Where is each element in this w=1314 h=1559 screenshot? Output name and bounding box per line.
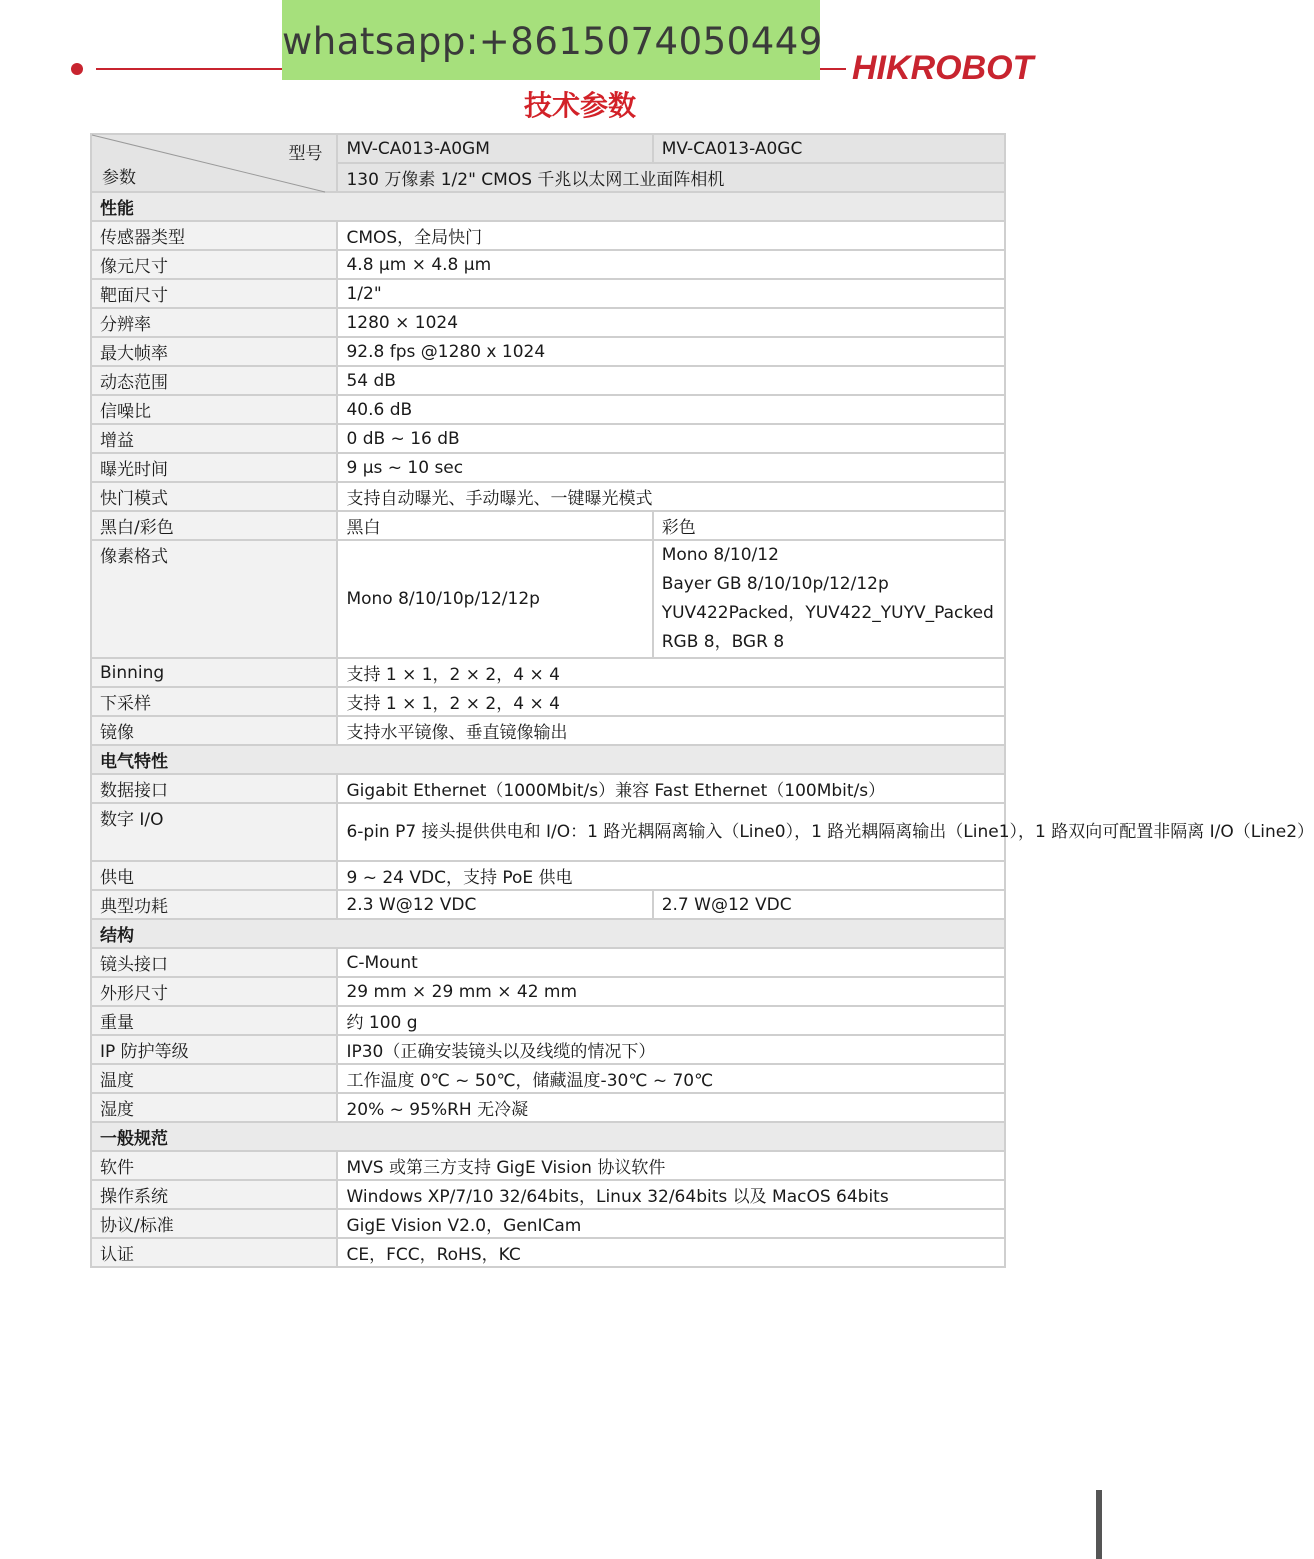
table-row bbox=[91, 482, 1005, 511]
table-row bbox=[91, 337, 1005, 366]
pixel-format-line: RGB 8，BGR 8 bbox=[661, 632, 785, 652]
table-header-row bbox=[91, 134, 1005, 163]
param-label: 信噪比 bbox=[91, 395, 337, 424]
table-row bbox=[91, 1151, 1005, 1180]
section-structure: 结构 bbox=[91, 919, 1005, 948]
param-label: 动态范围 bbox=[91, 366, 337, 395]
table-row bbox=[91, 1209, 1005, 1238]
table-row bbox=[91, 511, 1005, 540]
corner-model-label: 型号 bbox=[288, 144, 323, 164]
param-value: Windows XP/7/10 32/64bits，Linux 32/64bits 以及 MacOS 64bits bbox=[337, 1180, 1005, 1209]
table-row bbox=[91, 716, 1005, 745]
param-label: 靶面尺寸 bbox=[91, 279, 337, 308]
param-value: C-Mount bbox=[337, 948, 1005, 977]
param-label: 像元尺寸 bbox=[91, 250, 337, 279]
section-row bbox=[91, 192, 1005, 221]
param-label: Binning bbox=[91, 658, 337, 687]
param-value: 29 mm × 29 mm × 42 mm bbox=[337, 977, 1005, 1006]
section-row bbox=[91, 919, 1005, 948]
table-row bbox=[91, 1035, 1005, 1064]
param-value: 0 dB ~ 16 dB bbox=[337, 424, 1005, 453]
table-row bbox=[91, 861, 1005, 890]
param-label: 镜头接口 bbox=[91, 948, 337, 977]
table-row bbox=[91, 540, 1005, 658]
param-label: 镜像 bbox=[91, 716, 337, 745]
param-value: 约 100 g bbox=[337, 1006, 1005, 1035]
param-value: 9 µs ~ 10 sec bbox=[337, 453, 1005, 482]
param-label: 数字 I/O bbox=[91, 803, 337, 861]
pixel-format-line: Mono 8/10/12 bbox=[661, 545, 779, 565]
table-row bbox=[91, 977, 1005, 1006]
param-value-gm: 黑白 bbox=[337, 511, 652, 540]
param-value: 支持自动曝光、手动曝光、一键曝光模式 bbox=[337, 482, 1005, 511]
section-row bbox=[91, 1122, 1005, 1151]
whatsapp-watermark: whatsapp:+8615074050449 bbox=[282, 0, 820, 80]
table-row bbox=[91, 1238, 1005, 1267]
param-label: 快门模式 bbox=[91, 482, 337, 511]
param-value: 4.8 µm × 4.8 µm bbox=[337, 250, 1005, 279]
table-row bbox=[91, 308, 1005, 337]
table-row bbox=[91, 774, 1005, 803]
param-value: Gigabit Ethernet（1000Mbit/s）兼容 Fast Ethernet（100Mbit/s） bbox=[337, 774, 1005, 803]
table-row bbox=[91, 1180, 1005, 1209]
spec-table bbox=[90, 133, 1314, 1268]
param-value: 支持水平镜像、垂直镜像输出 bbox=[337, 716, 1005, 745]
param-value: CE，FCC，RoHS，KC bbox=[337, 1238, 1005, 1267]
param-value: 支持 1 × 1，2 × 2，4 × 4 bbox=[337, 658, 1005, 687]
param-label: 外形尺寸 bbox=[91, 977, 337, 1006]
param-label: 分辨率 bbox=[91, 308, 337, 337]
table-row bbox=[91, 1093, 1005, 1122]
table-row bbox=[91, 250, 1005, 279]
param-label: 协议/标准 bbox=[91, 1209, 337, 1238]
param-value: 9 ~ 24 VDC，支持 PoE 供电 bbox=[337, 861, 1005, 890]
param-label: 湿度 bbox=[91, 1093, 337, 1122]
param-value-gc: 2.7 W@12 VDC bbox=[653, 890, 1005, 919]
param-value-gm: Mono 8/10/10p/12/12p bbox=[337, 540, 652, 658]
param-value: 20% ~ 95%RH 无冷凝 bbox=[337, 1093, 1005, 1122]
param-value: 6-pin P7 接头提供供电和 I/O：1 路光耦隔离输入（Line0），1 路光耦隔离输出（Line1），1 路双向可配置非隔离 I/O（Line2） bbox=[337, 803, 1005, 861]
param-value: 40.6 dB bbox=[337, 395, 1005, 424]
table-row bbox=[91, 1064, 1005, 1093]
param-value: 54 dB bbox=[337, 366, 1005, 395]
param-label: 最大帧率 bbox=[91, 337, 337, 366]
param-value: 支持 1 × 1，2 × 2，4 × 4 bbox=[337, 687, 1005, 716]
hikrobot-logo bbox=[852, 48, 1033, 88]
table-row bbox=[91, 366, 1005, 395]
logo-robot: ROBOT bbox=[910, 49, 1034, 87]
param-value: MVS 或第三方支持 GigE Vision 协议软件 bbox=[337, 1151, 1005, 1180]
table-row bbox=[91, 890, 1005, 919]
model-gm: MV-CA013-A0GM bbox=[337, 134, 652, 163]
table-row bbox=[91, 1006, 1005, 1035]
param-label: 供电 bbox=[91, 861, 337, 890]
section-general: 一般规范 bbox=[91, 1122, 1005, 1151]
section-row bbox=[91, 745, 1005, 774]
table-row bbox=[91, 803, 1005, 861]
param-value-gm: 2.3 W@12 VDC bbox=[337, 890, 652, 919]
param-label: 软件 bbox=[91, 1151, 337, 1180]
param-label: 重量 bbox=[91, 1006, 337, 1035]
param-label: 黑白/彩色 bbox=[91, 511, 337, 540]
table-row bbox=[91, 221, 1005, 250]
corner-cell bbox=[91, 134, 337, 192]
param-value: IP30（正确安装镜头以及线缆的情况下） bbox=[337, 1035, 1005, 1064]
table-row bbox=[91, 395, 1005, 424]
param-label: 传感器类型 bbox=[91, 221, 337, 250]
model-description: 130 万像素 1/2" CMOS 千兆以太网工业面阵相机 bbox=[337, 163, 1005, 192]
section-performance: 性能 bbox=[91, 192, 1005, 221]
param-label: 像素格式 bbox=[91, 540, 337, 658]
param-value: 工作温度 0℃ ~ 50℃，储藏温度-30℃ ~ 70℃ bbox=[337, 1064, 1005, 1093]
param-value: GigE Vision V2.0，GenICam bbox=[337, 1209, 1005, 1238]
section-electrical: 电气特性 bbox=[91, 745, 1005, 774]
param-label: 操作系统 bbox=[91, 1180, 337, 1209]
logo-hik: HIK bbox=[852, 49, 911, 87]
scroll-edge-mark bbox=[1096, 1490, 1102, 1559]
table-row bbox=[91, 658, 1005, 687]
table-row bbox=[91, 453, 1005, 482]
param-label: 曝光时间 bbox=[91, 453, 337, 482]
table-row bbox=[91, 687, 1005, 716]
corner-param-label: 参数 bbox=[102, 168, 136, 188]
param-label: 温度 bbox=[91, 1064, 337, 1093]
param-label: 数据接口 bbox=[91, 774, 337, 803]
param-value: CMOS，全局快门 bbox=[337, 221, 1005, 250]
model-gc: MV-CA013-A0GC bbox=[653, 134, 1005, 163]
param-value-gc bbox=[653, 540, 1005, 658]
param-value: 92.8 fps @1280 x 1024 bbox=[337, 337, 1005, 366]
param-label: 认证 bbox=[91, 1238, 337, 1267]
param-value: 1280 × 1024 bbox=[337, 308, 1005, 337]
param-value-gc: 彩色 bbox=[653, 511, 1005, 540]
param-value: 1/2" bbox=[337, 279, 1005, 308]
param-label: 下采样 bbox=[91, 687, 337, 716]
header-dot bbox=[71, 63, 83, 75]
pixel-format-line: Bayer GB 8/10/10p/12/12p bbox=[661, 574, 889, 594]
table-row bbox=[91, 279, 1005, 308]
page-title: 技术参数 bbox=[523, 89, 636, 122]
table-row bbox=[91, 948, 1005, 977]
param-label: 增益 bbox=[91, 424, 337, 453]
param-label: IP 防护等级 bbox=[91, 1035, 337, 1064]
param-label: 典型功耗 bbox=[91, 890, 337, 919]
table-row bbox=[91, 424, 1005, 453]
pixel-format-line: YUV422Packed，YUV422_YUYV_Packed bbox=[661, 603, 994, 623]
